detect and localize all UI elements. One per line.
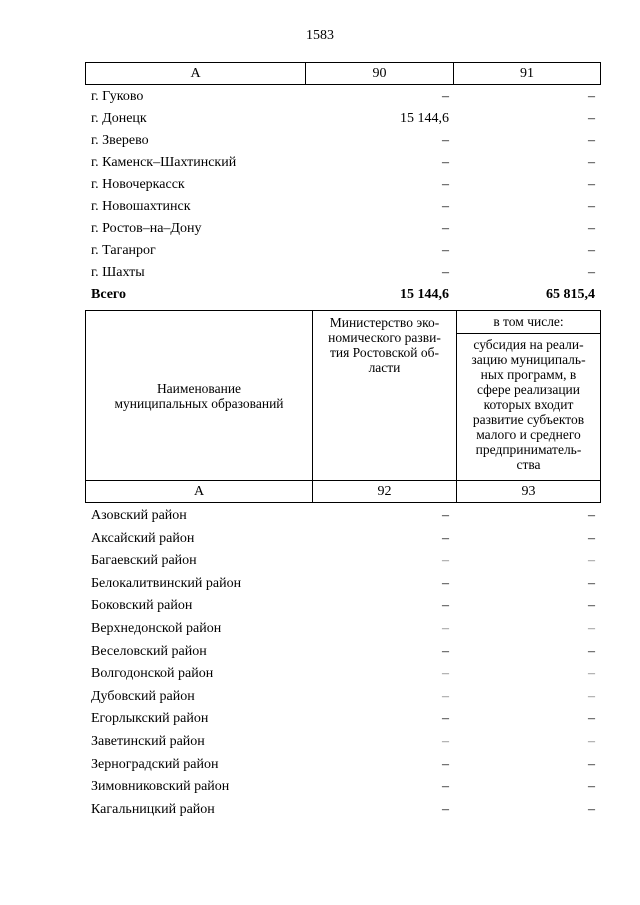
row-value-1: – (442, 643, 449, 659)
table-row (91, 219, 605, 239)
row-value-1: – (442, 133, 449, 148)
table-row (91, 732, 605, 752)
table-row (91, 109, 605, 129)
row-value-2: – (588, 779, 595, 795)
table2-header-col-a: А (85, 480, 313, 503)
row-name: Заветинский район (91, 734, 205, 749)
table-row (91, 642, 605, 662)
row-name: Верхнедонской район (91, 621, 222, 636)
row-name: г. Таганрог (91, 243, 156, 258)
row-value-1: – (442, 177, 449, 192)
table2-header-93-line: которых входит (483, 397, 574, 412)
row-value-2: – (588, 111, 595, 126)
row-value-2: – (588, 89, 595, 104)
table2-header-92-line: ласти (368, 360, 401, 375)
table1-header-col-a: А (85, 62, 306, 85)
row-name: Кагальницкий район (91, 801, 215, 817)
row-value-2: – (588, 155, 595, 170)
row-name: г. Зверево (91, 133, 149, 148)
table2-header-col-93-num: 93 (456, 480, 601, 503)
table2-header-92-line: номического разви- (328, 330, 441, 345)
row-name: Волгодонской район (91, 666, 214, 682)
row-value-1: – (442, 199, 449, 214)
table-row (91, 175, 605, 195)
row-name: Аксайский район (91, 530, 195, 546)
row-value-2: – (588, 133, 595, 148)
table-row (91, 241, 605, 261)
table-row (91, 263, 605, 283)
total-value-2: 65 815,4 (546, 287, 595, 302)
row-value-2: – (588, 530, 595, 546)
row-value-2: – (588, 243, 595, 258)
row-value-1: – (442, 598, 449, 614)
table2-header-col-93 (456, 333, 601, 481)
row-name: Веселовский район (91, 643, 207, 659)
table2-header-93-line: малого и среднего (476, 427, 581, 442)
row-name: Зимовниковский район (91, 779, 230, 795)
row-name: г. Ростов–на–Дону (91, 221, 202, 236)
table-row (91, 755, 605, 775)
table2-header-93-line: субсидия на реали- (473, 337, 584, 352)
table-row (91, 153, 605, 173)
table2-header-incl: в том числе: (456, 310, 601, 334)
row-value-1: – (442, 801, 449, 817)
row-name: Белокалитвинский район (91, 575, 242, 591)
table2-header-92-line: Министерство эко- (329, 315, 440, 330)
row-value-1: 15 144,6 (400, 111, 449, 126)
table2-header-col-92 (312, 310, 457, 481)
row-value-1: – (442, 688, 449, 704)
table1-header-col-90: 90 (305, 62, 454, 85)
row-value-2: – (588, 643, 595, 659)
table-row (91, 551, 605, 571)
table-row (91, 687, 605, 707)
row-name: г. Шахты (91, 265, 145, 280)
row-value-2: – (588, 711, 595, 727)
row-value-1: – (442, 621, 449, 636)
table-row (91, 709, 605, 729)
table2-header-93-line: предприниматель- (475, 442, 582, 457)
row-value-1: – (442, 666, 449, 682)
table-row (91, 596, 605, 616)
row-value-2: – (588, 666, 595, 682)
table2-header-93-line: зацию муниципаль- (471, 352, 586, 367)
total-value-1: 15 144,6 (400, 287, 449, 302)
row-value-1: – (442, 265, 449, 280)
row-value-1: – (442, 530, 449, 546)
row-name: Боковский район (91, 598, 193, 614)
page-number: 1583 (306, 28, 334, 43)
row-name: г. Новошахтинск (91, 199, 191, 214)
row-value-1: – (442, 221, 449, 236)
row-value-2: – (588, 508, 595, 523)
table2-header-93-line: развитие субъектов (472, 412, 585, 427)
table1-header-col-91: 91 (453, 62, 601, 85)
row-value-2: – (588, 553, 595, 569)
row-name: Дубовский район (91, 688, 195, 704)
table-row (91, 664, 605, 684)
table-row (91, 506, 605, 526)
row-value-1: – (442, 734, 449, 749)
table-row (91, 800, 605, 820)
row-name: г. Каменск–Шахтинский (91, 155, 237, 170)
table2-header-col-92-num: 92 (312, 480, 457, 503)
row-name: Азовский район (91, 508, 187, 523)
table2-header-name-line: муниципальных образований (114, 395, 284, 411)
row-name: г. Гуково (91, 89, 144, 104)
table-row (91, 87, 605, 107)
table2-header-name-line: Наименование (156, 380, 242, 396)
row-value-1: – (442, 756, 449, 772)
table-row (91, 131, 605, 151)
row-value-2: – (588, 199, 595, 214)
row-value-1: – (442, 711, 449, 727)
table2-header-93-line: ства (516, 457, 541, 472)
row-value-2: – (588, 734, 595, 749)
row-value-2: – (588, 621, 595, 636)
row-value-1: – (442, 243, 449, 258)
total-row (91, 285, 605, 305)
row-value-2: – (588, 221, 595, 236)
table2-header-93-line: сфере реализации (477, 382, 580, 397)
row-value-1: – (442, 779, 449, 795)
row-value-2: – (588, 598, 595, 614)
row-value-2: – (588, 177, 595, 192)
row-name: Зерноградский район (91, 756, 219, 772)
table-row (91, 619, 605, 639)
row-value-2: – (588, 575, 595, 591)
row-name: Егорлыкский район (91, 711, 209, 727)
row-name: г. Донецк (91, 111, 147, 126)
row-value-2: – (588, 265, 595, 280)
table2-header-93-line: ных программ, в (480, 367, 577, 382)
table-row (91, 529, 605, 549)
table-row (91, 197, 605, 217)
row-value-1: – (442, 89, 449, 104)
table-row (91, 574, 605, 594)
row-value-1: – (442, 155, 449, 170)
row-name: Багаевский район (91, 553, 197, 569)
table2-header-name (85, 310, 313, 481)
row-value-1: – (442, 508, 449, 523)
row-value-1: – (442, 575, 449, 591)
row-name: г. Новочеркасск (91, 177, 185, 192)
row-value-2: – (588, 756, 595, 772)
row-value-1: – (442, 553, 449, 569)
row-value-2: – (588, 688, 595, 704)
table-row (91, 777, 605, 797)
total-label: Всего (91, 287, 126, 302)
row-value-2: – (588, 801, 595, 817)
table2-header-92-line: тия Ростовской об- (329, 345, 440, 360)
